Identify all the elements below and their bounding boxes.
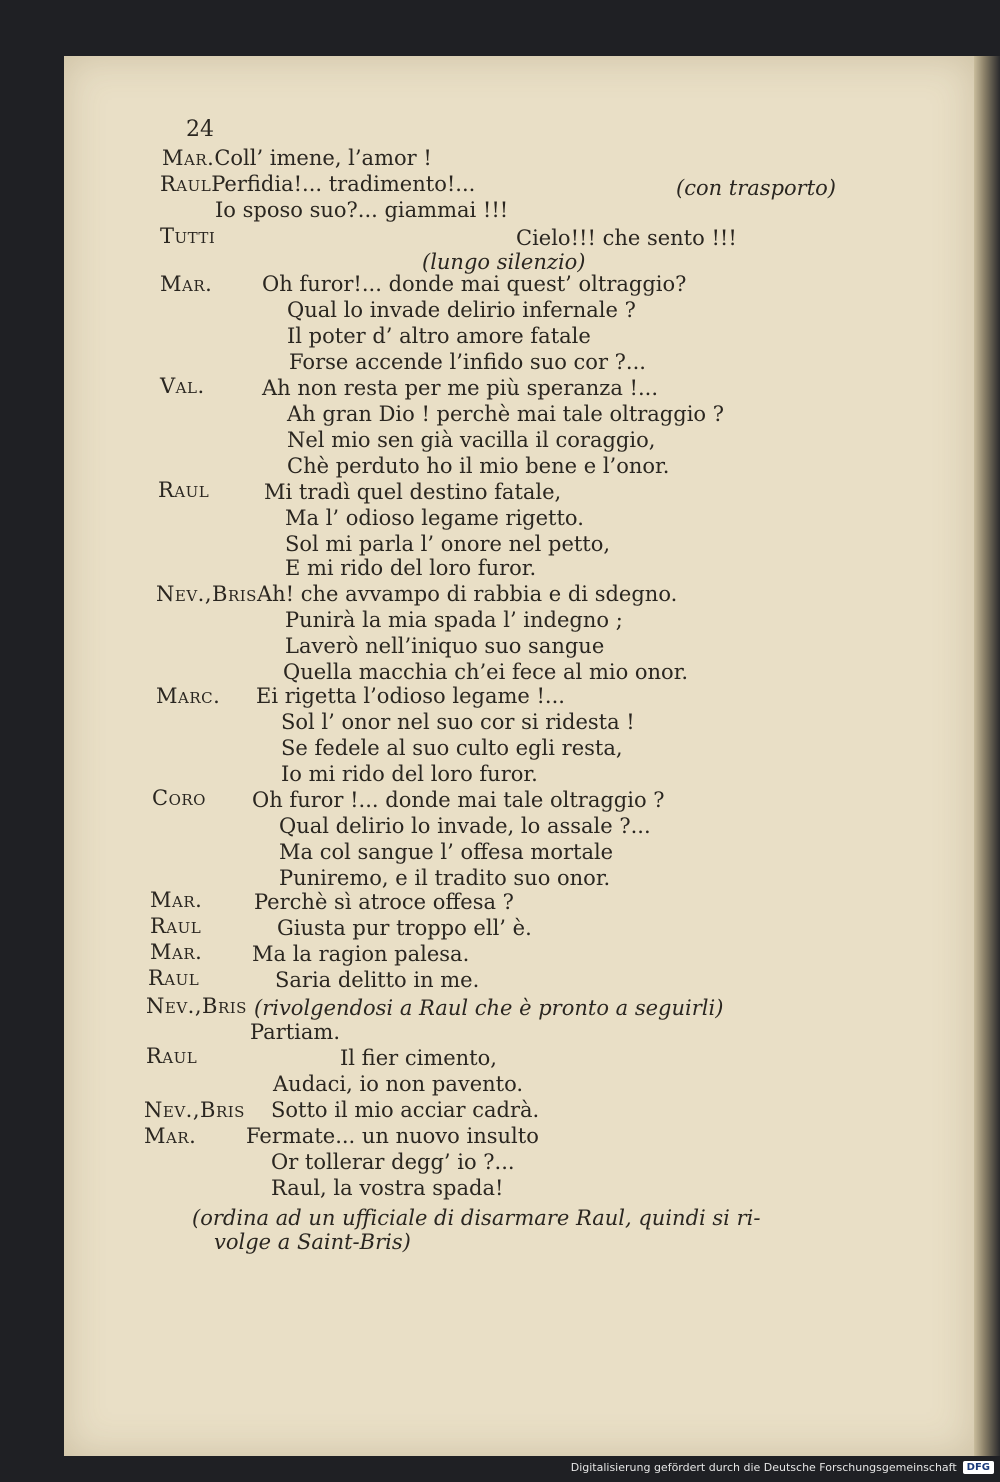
speaker-label: Tutti xyxy=(160,224,216,248)
verse-line: Sotto il mio acciar cadrà. xyxy=(271,1098,540,1122)
verse-line: Quella macchia ch’ei fece al mio onor. xyxy=(283,660,689,684)
verse-line xyxy=(160,172,475,196)
verse-line: Sol mi parla l’ onore nel petto, xyxy=(285,532,611,556)
footer-credit: Digitalisierung gefördert durch die Deutsche Forschungsgemeinschaft xyxy=(570,1460,957,1474)
line-text: Coll’ imene, l’amor ! xyxy=(214,146,432,170)
verse-line: Mi tradì quel destino fatale, xyxy=(264,480,562,504)
page-number: 24 xyxy=(186,117,214,142)
verse-line xyxy=(156,582,677,606)
verse-line: Cielo!!! che sento !!! xyxy=(516,226,737,250)
verse-line xyxy=(162,146,432,170)
speaker-label: Val. xyxy=(160,374,205,398)
verse-line: Saria delitto in me. xyxy=(275,968,480,992)
stage-direction: (ordina ad un ufficiale di disarmare Raul, quindi si ri- xyxy=(192,1206,761,1230)
verse-line: Il poter d’ altro amore fatale xyxy=(287,324,591,348)
speaker-label: Raul xyxy=(160,172,212,196)
book-spine xyxy=(974,56,1000,1456)
verse-line: Se fedele al suo culto egli resta, xyxy=(281,736,623,760)
stage-direction: (lungo silenzio) xyxy=(422,250,586,274)
verse-line: Or tollerar degg’ io ?... xyxy=(271,1150,515,1174)
verse-line: Qual delirio lo invade, lo assale ?... xyxy=(279,814,651,838)
dfg-logo: DFG xyxy=(963,1461,994,1474)
verse-line: Ei rigetta l’odioso legame !... xyxy=(256,684,565,708)
line-text: Perfidia!... tradimento!... xyxy=(211,172,476,196)
verse-line: Ma l’ odioso legame rigetto. xyxy=(285,506,584,530)
verse-line: Fermate... un nuovo insulto xyxy=(246,1124,539,1148)
verse-line: Sol l’ onor nel suo cor si ridesta ! xyxy=(281,710,635,734)
verse-line: Ah non resta per me più speranza !... xyxy=(262,376,659,400)
verse-line: E mi rido del loro furor. xyxy=(285,556,537,580)
speaker-label: Coro xyxy=(152,786,206,810)
verse-line: Audaci, io non pavento. xyxy=(273,1072,524,1096)
speaker-label: Nev.,Bris xyxy=(144,1098,245,1122)
verse-line: Io sposo suo?... giammai !!! xyxy=(215,198,509,222)
verse-line: Ma la ragion palesa. xyxy=(252,942,470,966)
verse-line: Punirà la mia spada l’ indegno ; xyxy=(285,608,623,632)
verse-line: Chè perduto ho il mio bene e l’onor. xyxy=(287,454,670,478)
verse-line: Partiam. xyxy=(250,1020,341,1044)
speaker-label: Mar. xyxy=(150,940,203,964)
verse-line: Io mi rido del loro furor. xyxy=(281,762,538,786)
verse-line: Puniremo, e il tradito suo onor. xyxy=(279,866,611,890)
speaker-label: Nev.,Bris xyxy=(146,994,247,1018)
stage-direction: volge a Saint-Bris) xyxy=(214,1230,411,1254)
stage-direction: (con trasporto) xyxy=(676,176,836,200)
verse-line: Oh furor !... donde mai tale oltraggio ? xyxy=(252,788,665,812)
speaker-label: Raul xyxy=(146,1044,198,1068)
verse-line: Forse accende l’infido suo cor ?... xyxy=(289,350,646,374)
verse-line: Il fier cimento, xyxy=(340,1046,497,1070)
verse-line: Qual lo invade delirio infernale ? xyxy=(287,298,636,322)
stage-direction: (rivolgendosi a Raul che è pronto a seguirli) xyxy=(254,996,724,1020)
verse-line: Ah gran Dio ! perchè mai tale oltraggio ? xyxy=(287,402,724,426)
line-text: Ah! che avvampo di rabbia e di sdegno. xyxy=(256,582,678,606)
speaker-label: Mar. xyxy=(162,146,215,170)
verse-line: Giusta pur troppo ell’ è. xyxy=(277,916,532,940)
speaker-label: Mar. xyxy=(160,272,213,296)
speaker-label: Mar. xyxy=(150,888,203,912)
digitization-footer xyxy=(571,1458,994,1476)
speaker-label: Mar. xyxy=(144,1124,197,1148)
speaker-label: Raul xyxy=(150,914,202,938)
speaker-label: Raul xyxy=(148,966,200,990)
speaker-label: Marc. xyxy=(156,684,221,708)
verse-line: Laverò nell’iniquo suo sangue xyxy=(285,634,605,658)
speaker-label: Raul xyxy=(158,478,210,502)
speaker-label: Nev.,Bris xyxy=(156,582,257,606)
verse-line: Perchè sì atroce offesa ? xyxy=(254,890,514,914)
verse-line: Oh furor!... donde mai quest’ oltraggio? xyxy=(262,272,687,296)
verse-line: Nel mio sen già vacilla il coraggio, xyxy=(287,428,656,452)
verse-line: Raul, la vostra spada! xyxy=(271,1176,504,1200)
verse-line: Ma col sangue l’ offesa mortale xyxy=(279,840,614,864)
